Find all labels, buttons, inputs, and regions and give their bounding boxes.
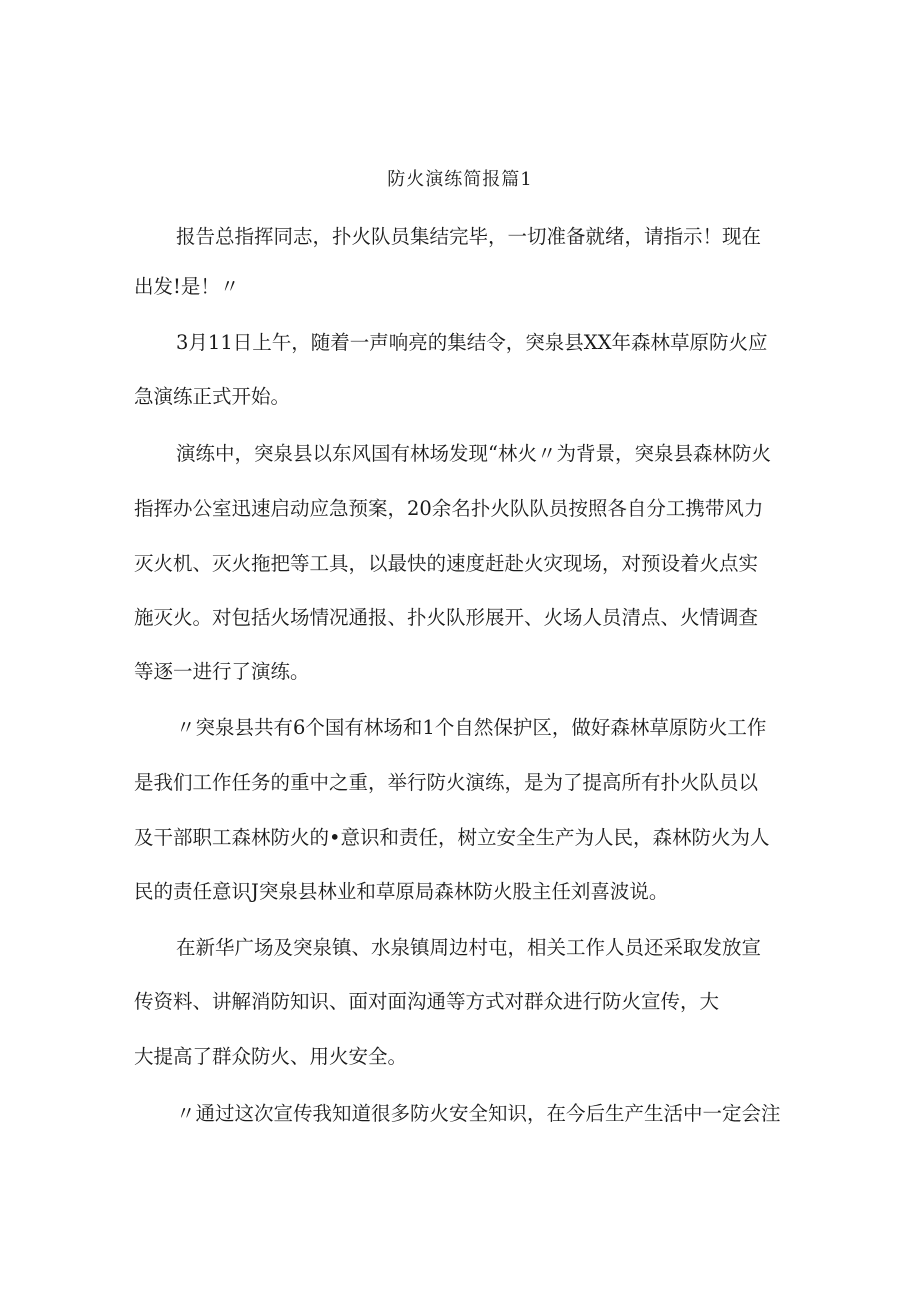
paragraph-3-line-5: 等逐一进行了演练。 [134,660,310,683]
paragraph-2-line-2: 急演练正式开始。 [134,385,291,408]
paragraph-3-line-1: 演练中，突泉县以东风国有林场发现“林火〃为背景，突泉县森林防火 [176,442,771,465]
paragraph-3-line-3: 灭火机、灭火拖把等工具，以最快的速度赶赴火灾现场，对预设着火点实 [134,552,759,575]
paragraph-4-line-2: 是我们工作任务的重中之重，举行防火演练，是为了提高所有扑火队员以 [134,771,759,794]
paragraph-4-line-4: 民的责任意识J突泉县林业和草原局森林防火股主任刘喜波说。 [134,880,669,903]
paragraph-6-line-1: 〃通过这次宣传我知道很多防火安全知识，在今后生产生活中一定会注 [176,1102,781,1125]
paragraph-1-line-2: 出发!是！〃 [134,275,240,298]
paragraph-2-line-1: 3月11日上午，随着一声响亮的集结令，突泉县XX年森林草原防火应 [176,331,768,354]
paragraph-1-line-1: 报告总指挥同志，扑火队员集结完毕，一切准备就绪，请指示！现在 [176,225,762,248]
paragraph-5-line-1: 在新华广场及突泉镇、水泉镇周边村屯，相关工作人员还采取发放宣 [176,936,762,959]
paragraph-4-line-3: 及干部职工森林防火的•意识和责任，树立安全生产为人民，森林防火为人 [134,826,770,849]
paragraph-3-line-4: 施灭火。对包括火场情况通报、扑火队形展开、火场人员清点、火情调查 [134,606,759,629]
paragraph-5-line-3: 大提高了群众防火、用火安全。 [134,1045,408,1068]
paragraph-5-line-2: 传资料、讲解消防知识、面对面沟通等方式对群众进行防火宣传，大 [134,990,720,1013]
paragraph-4-line-1: 〃突泉县共有6个国有林场和1个自然保护区，做好森林草原防火工作 [176,716,767,739]
document-title: 防火演练简报篇1 [387,169,533,190]
paragraph-3-line-2: 指挥办公室迅速启动应急预案，20余名扑火队队员按照各自分工携带风力 [134,497,764,520]
